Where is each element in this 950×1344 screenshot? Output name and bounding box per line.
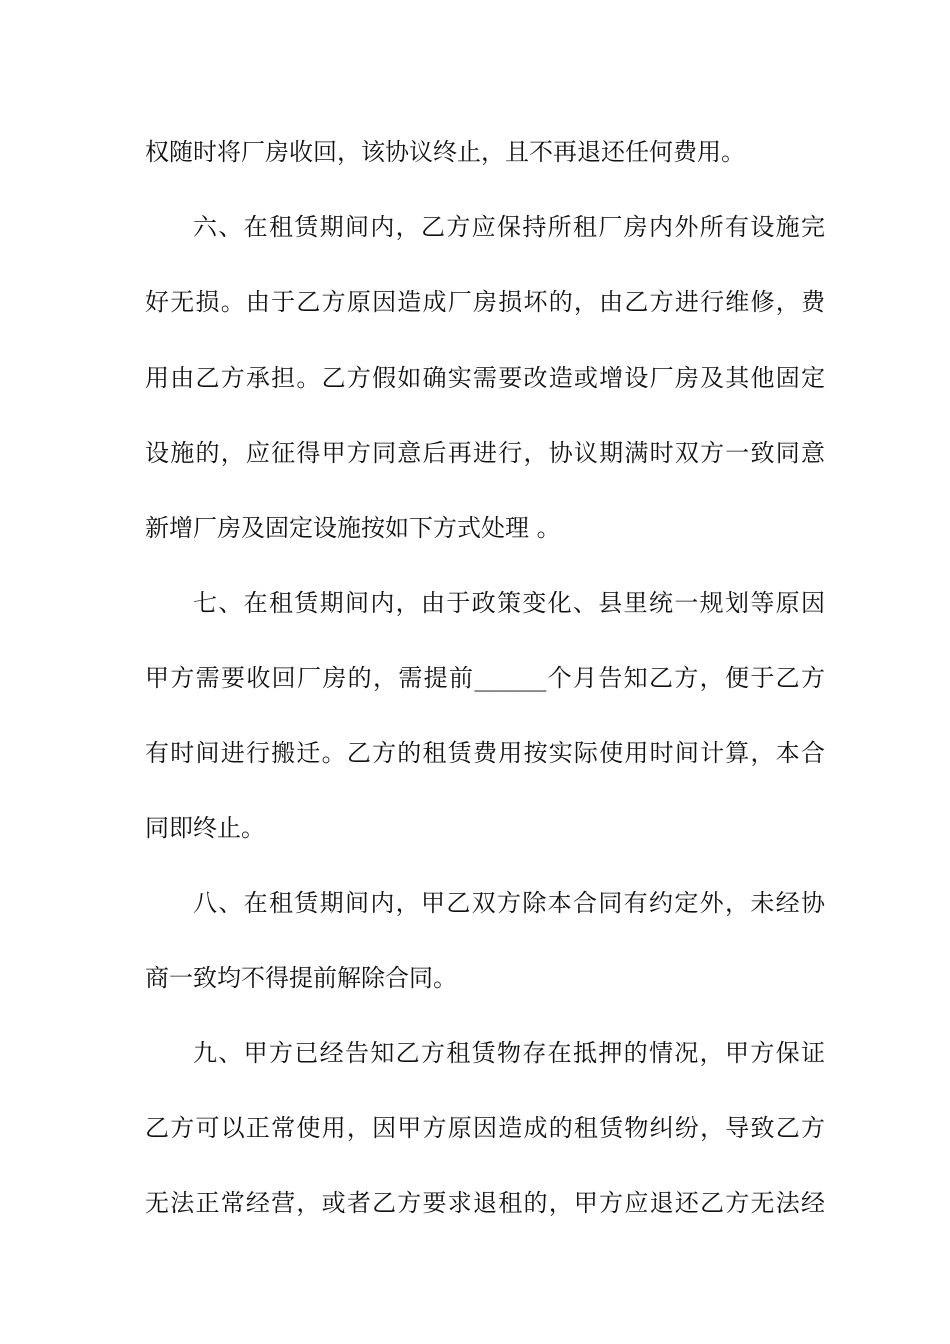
text-line: 好无损。由于乙方原因造成厂房损坏的，由乙方进行维修，费 bbox=[145, 288, 825, 316]
text-line: 同即终止。 bbox=[145, 814, 265, 842]
clause-9-heading-line: 九、甲方已经告知乙方租赁物存在抵押的情况，甲方保证 bbox=[193, 1039, 825, 1067]
text-line: 权随时将厂房收回，该协议终止，且不再退还任何费用。 bbox=[145, 138, 745, 166]
text-line: 用由乙方承担。乙方假如确实需要改造或增设厂房及其他固定 bbox=[145, 364, 825, 392]
text-line: 甲方需要收回厂房的，需提前______个月告知乙方，便于乙方 bbox=[145, 664, 825, 692]
text-line: 新增厂房及固定设施按如下方式处理 。 bbox=[145, 514, 561, 542]
clause-8-heading-line: 八、在租赁期间内，甲乙双方除本合同有约定外，未经协 bbox=[193, 889, 825, 917]
text-line: 乙方可以正常使用，因甲方原因造成的租赁物纠纷，导致乙方 bbox=[145, 1114, 825, 1142]
clause-6-heading-line: 六、在租赁期间内，乙方应保持所租厂房内外所有设施完 bbox=[193, 213, 825, 241]
text-line: 商一致均不得提前解除合同。 bbox=[145, 964, 457, 992]
clause-7-heading-line: 七、在租赁期间内，由于政策变化、县里统一规划等原因 bbox=[193, 589, 825, 617]
text-line: 无法正常经营，或者乙方要求退租的，甲方应退还乙方无法经 bbox=[145, 1189, 825, 1217]
text-line: 有时间进行搬迁。乙方的租赁费用按实际使用时间计算，本合 bbox=[145, 739, 825, 767]
text-line: 设施的，应征得甲方同意后再进行，协议期满时双方一致同意 bbox=[145, 439, 825, 467]
